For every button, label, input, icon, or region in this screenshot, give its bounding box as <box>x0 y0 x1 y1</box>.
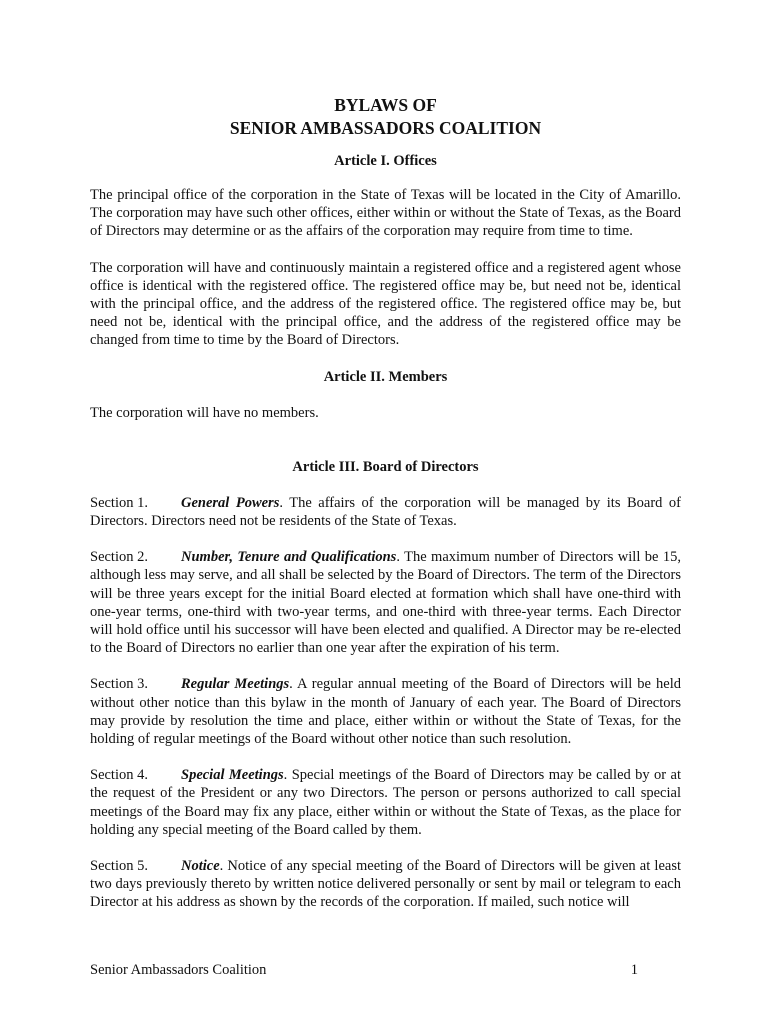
article-3-section-3 <box>90 675 681 748</box>
article-2-paragraph-1: The corporation will have no members. <box>90 404 319 421</box>
document-title-line1: BYLAWS OF <box>334 95 437 115</box>
section-text: . Special meetings of the Board of Directors may be called by or at the request of the President or any two Directors. The person or persons authorized to call special meetings of the Board may fix any place, either within or without the State of Texas, as the place for holding any special meeting of the Board called by them. <box>90 767 681 838</box>
section-title: Notice <box>181 858 220 875</box>
article-1-heading: Article I. Offices <box>334 153 437 169</box>
section-number: Section 1. <box>90 494 148 511</box>
section-text: . The maximum number of Directors will be 15, although less may serve, and all shall be selected by the Board of Directors. The term of the Directors will be three years except for the initial Board elected at formation which shall have one-third with one-year terms, one-third with two-year terms, and one-third with three-year terms. Each Director will hold office until his successor will have been elected and qualified. A Director may be re-elected to the Board of Directors no earlier than one year after the expiration of his term. <box>90 549 681 657</box>
section-title: Regular Meetings <box>181 676 290 693</box>
section-title: Number, Tenure and Qualifications <box>181 549 397 566</box>
article-1-paragraph-2: The corporation will have and continuously maintain a registered office and a registered agent whose office is identical with the registered office. The registered office may be, but need not be, identical with the principal office, and the address of the registered office. The registered office may be, but need not be, identical with the principal office, and the address of the registered office may be changed from time to time by the Board of Directors. <box>90 259 681 349</box>
footer-organization-name: Senior Ambassadors Coalition <box>90 962 267 978</box>
document-title-line2: SENIOR AMBASSADORS COALITION <box>229 118 542 138</box>
article-3-section-2 <box>90 548 681 657</box>
section-number: Section 2. <box>90 549 148 566</box>
article-2-heading: Article II. Members <box>323 368 448 385</box>
article-3-section-1 <box>90 494 681 530</box>
page-number: 1 <box>630 962 638 978</box>
section-title: Special Meetings <box>181 767 284 784</box>
section-text: . The affairs of the corporation will be managed by its Board of Directors. Directors need not be residents of the State of Texas. <box>90 494 681 530</box>
section-number: Section 3. <box>90 676 148 693</box>
article-3-section-5 <box>90 857 681 912</box>
article-1-paragraph-1: The principal office of the corporation in the State of Texas will be located in the City of Amarillo. The corporation may have such other offices, either within or without the State of Texas, as the Board of Directors may determine or as the affairs of the corporation may require from time to time. <box>90 187 681 240</box>
section-title: General Powers <box>181 494 280 511</box>
document-page <box>90 94 681 912</box>
article-3-heading: Article III. Board of Directors <box>292 458 479 475</box>
section-number: Section 5. <box>90 858 148 875</box>
section-number: Section 4. <box>90 767 148 784</box>
section-text: . Notice of any special meeting of the Board of Directors will be given at least two days previously thereto by written notice delivered personally or sent by mail or telegram to each Director at his address as shown by the records of the corporation. If mailed, such notice will <box>90 858 681 911</box>
article-3-section-4 <box>90 766 681 839</box>
section-text: . A regular annual meeting of the Board of Directors will be held without other notice than this bylaw in the month of January of each year. The Board of Directors may provide by resolution the time and place, either within or without the State of Texas, for the holding of regular meetings of the Board without other notice than such resolution. <box>90 676 681 748</box>
